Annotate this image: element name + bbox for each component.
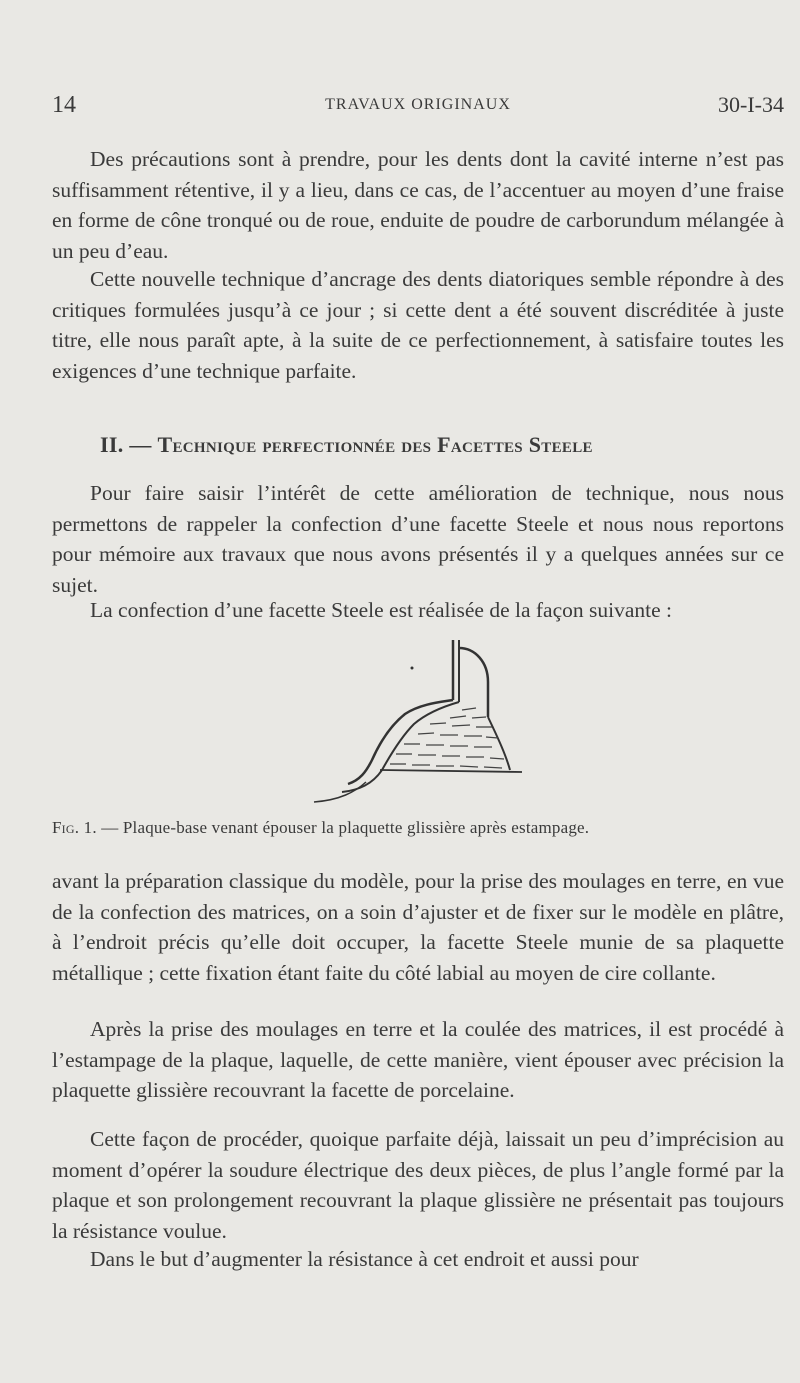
paragraph-anchoring-technique: Cette nouvelle technique d’ancrage des dents diatoriques semble répondre à des critiques formulées jusqu’à ce jour ; si cette dent a été souvent discréditée à juste titre, elle nous paraît apte, à la suite de ce perfectionnement, à satisfaire toutes les exigences d’une technique parfaite. (52, 267, 784, 383)
running-title: TRAVAUX ORIGINAUX (325, 96, 511, 113)
figure-label: Fig. 1. (52, 818, 97, 837)
section-dash: — (129, 432, 152, 457)
paragraph-procedure-intro: La confection d’une facette Steele est réalisée de la façon suivante : (90, 598, 673, 622)
paragraph-cavity-precautions: Des précautions sont à prendre, pour les dents dont la cavité interne n’est pas suffisamment rétentive, il y a lieu, dans ce cas, de l’accentuer au moyen d’une fraise en forme de cône tronqué ou de roue, enduite de poudre de carborundum mélangée à un peu d’eau. (52, 147, 784, 263)
paragraph-imprecision: Cette façon de procéder, quoique parfaite déjà, laissait un peu d’imprécision au moment d’opérer la soudure électrique des deux pièces, de plus l’angle formé par la plaque et son prolongement recouvrant la plaque glissière ne présentait pas toujours la résistance voulue. (52, 1127, 784, 1243)
running-header (52, 92, 784, 122)
section-numeral: II. (100, 432, 124, 457)
figure-caption-text: Plaque-base venant épouser la plaquette glissière après estampage. (122, 818, 590, 837)
section-title: Technique perfectionnée des Facettes Steele (157, 432, 593, 457)
figure-plaque-diagram (300, 632, 540, 812)
issue-reference: 30-I-34 (718, 92, 784, 117)
plaque-diagram-illustration (300, 632, 540, 812)
figure-caption (52, 818, 784, 838)
paragraph-model-preparation: avant la préparation classique du modèle, pour la prise des moulages en terre, en vue de la confection des matrices, on a soin d’ajuster et de fixer sur le modèle en plâtre, à l’endroit précis qu’elle doit occuper, la facette Steele munie de sa plaquette métallique ; cette fixation étant faite du côté labial au moyen de cire collante. (52, 869, 784, 985)
paragraph-resistance: Dans le but d’augmenter la résistance à cet endroit et aussi pour (90, 1247, 639, 1271)
section-heading (100, 432, 784, 458)
figure-caption-dash: — (101, 818, 119, 837)
paragraph-interest: Pour faire saisir l’intérêt de cette amélioration de technique, nous nous permettons de rappeler la confection d’une facette Steele et nous nous reportons pour mémoire aux travaux que nous avons présentés il y a quelques années sur ce sujet. (52, 481, 784, 597)
page-number: 14 (52, 92, 76, 118)
paragraph-stamping: Après la prise des moulages en terre et la coulée des matrices, il est procédé à l’estampage de la plaque, laquelle, de cette manière, vient épouser avec précision la plaquette glissière recouvrant la facette de porcelaine. (52, 1017, 784, 1102)
